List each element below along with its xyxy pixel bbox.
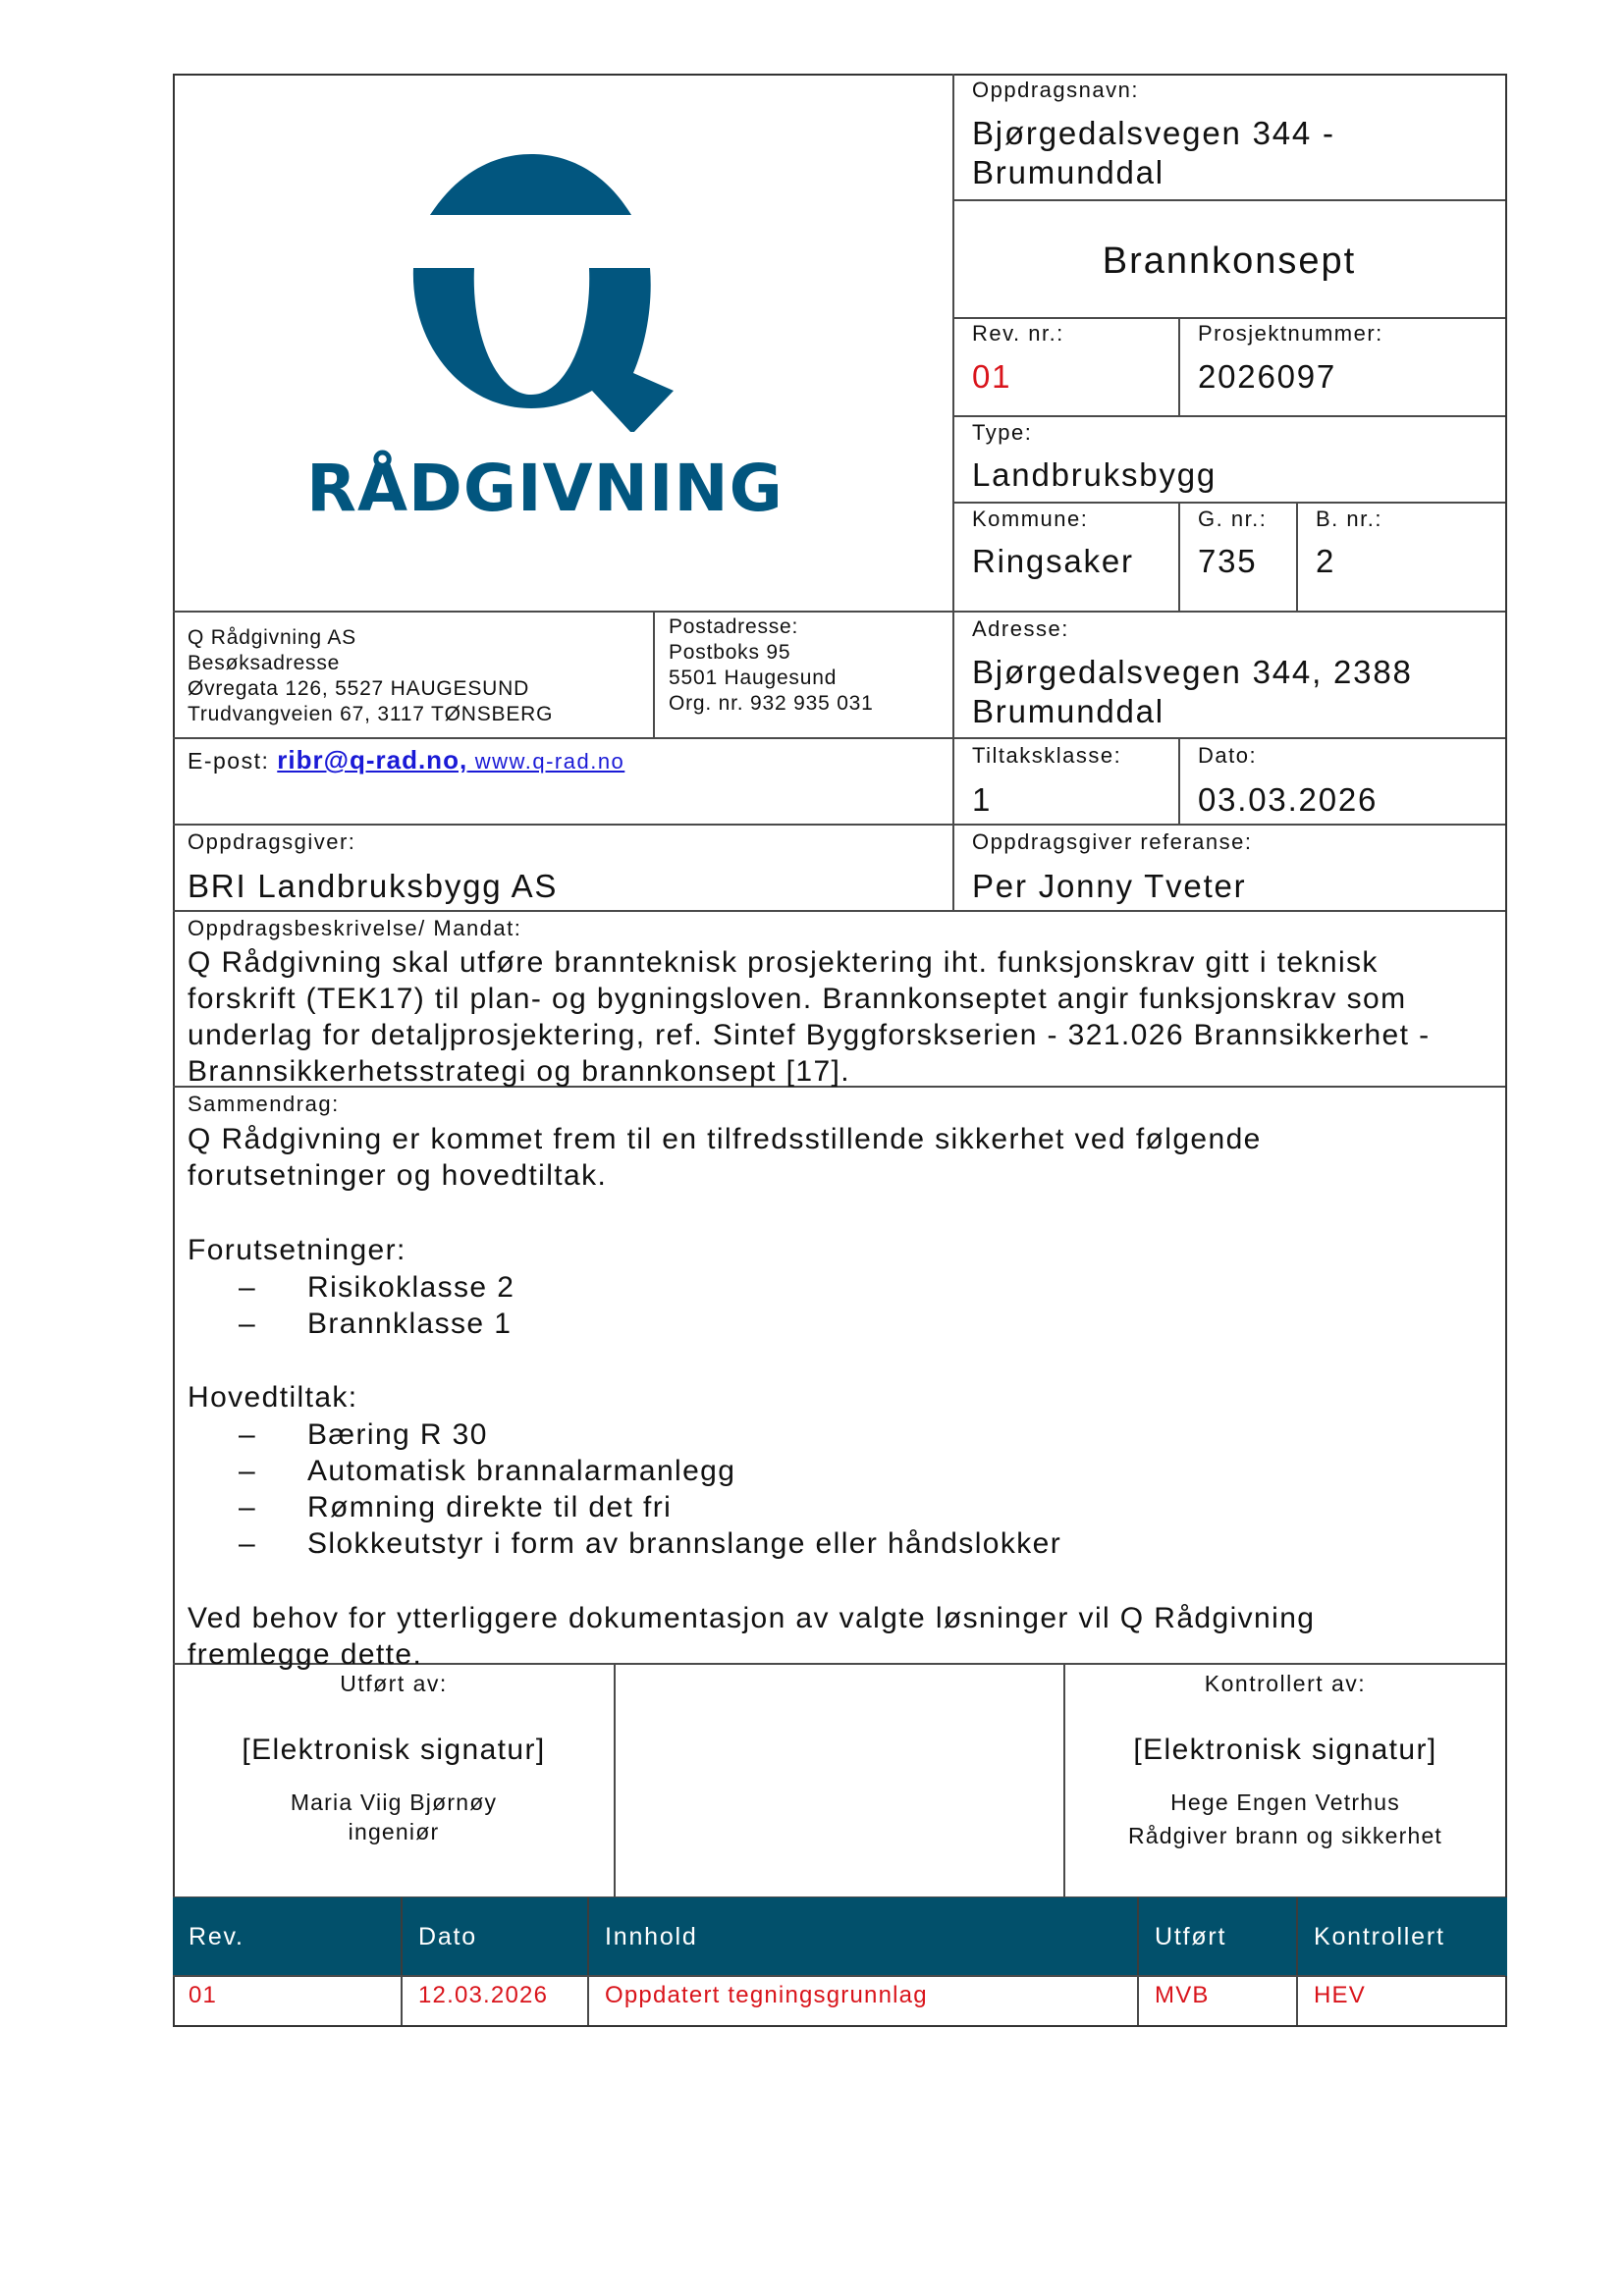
performed-title: ingeniør: [348, 1819, 440, 1844]
cell-date: 12.03.2026: [401, 1976, 587, 2025]
list-item: – Rømning direkte til det fri: [188, 1489, 1061, 1525]
dash-bullet-icon: –: [239, 1308, 257, 1340]
mandate-label: Oppdragsbeskrivelse/ Mandat:: [188, 916, 522, 940]
performed-name: Maria Viig Bjørnøy: [290, 1789, 498, 1815]
checked-title: Rådgiver brann og sikkerhet: [1127, 1823, 1443, 1848]
cell-performed: MVB: [1137, 1976, 1296, 2025]
divider: [1296, 502, 1298, 611]
company-name: Q Rådgivning AS: [188, 626, 356, 649]
divider: [1178, 317, 1180, 415]
dash-bullet-icon: –: [239, 1271, 257, 1304]
client-value: BRI Landbruksbygg AS: [188, 868, 559, 904]
divider: [953, 317, 1505, 319]
postal-city: 5501 Haugesund: [669, 667, 838, 689]
address-label: Adresse:: [972, 616, 1069, 641]
dash-bullet-icon: –: [239, 1455, 257, 1487]
visit-address-label: Besøksadresse: [188, 652, 341, 674]
bnr-label: B. nr.:: [1316, 507, 1382, 531]
list-item: – Bæring R 30: [188, 1416, 1061, 1453]
postal-address-block: [669, 614, 874, 717]
document-title: Brannkonsept: [1102, 240, 1357, 282]
divider: [173, 910, 1505, 912]
assumptions-title: Forutsetninger:: [188, 1234, 406, 1266]
type-label: Type:: [972, 420, 1033, 445]
assumptions-list: [188, 1269, 514, 1342]
checked-label: Kontrollert av:: [1204, 1671, 1367, 1696]
gnr-value: 735: [1198, 543, 1258, 579]
signature-performed: [173, 1669, 615, 1846]
postal-box: Postboks 95: [669, 641, 791, 664]
company-address-block: [188, 625, 553, 727]
checked-name: Hege Engen Vetrhus: [1170, 1789, 1400, 1815]
col-header-performed: Utført: [1137, 1897, 1296, 1976]
divider: [173, 737, 1505, 739]
company-logo: [295, 137, 844, 550]
website-link[interactable]: www.q-rad.no: [467, 749, 625, 774]
summary-intro: Q Rådgivning er kommet frem til en tilfredsstillende sikkerhet ved følgende forutsetninger og hovedtiltak.: [188, 1123, 1262, 1192]
address-line1: Bjørgedalsvegen 344, 2388: [972, 654, 1413, 690]
assignment-name-line1: Bjørgedalsvegen 344 -: [972, 115, 1335, 151]
list-item: – Automatisk brannalarmanlegg: [188, 1453, 1061, 1489]
assignment-name-line2: Brumunddal: [972, 154, 1164, 190]
col-header-date: Dato: [401, 1897, 587, 1976]
divider: [1178, 737, 1180, 824]
signature-checked: [1064, 1669, 1506, 1854]
address-line2: Brumunddal: [972, 693, 1164, 729]
col-header-checked: Kontrollert: [1296, 1897, 1507, 1976]
postal-label: Postadresse:: [669, 615, 799, 638]
date-label: Dato:: [1198, 743, 1258, 768]
divider: [173, 824, 1505, 826]
dash-bullet-icon: –: [239, 1418, 257, 1451]
municipality-value: Ringsaker: [972, 543, 1134, 579]
org-number: Org. nr. 932 935 031: [669, 692, 874, 715]
assignment-name-label: Oppdragsnavn:: [972, 78, 1139, 102]
date-value: 03.03.2026: [1198, 781, 1379, 818]
email-link[interactable]: ribr@q-rad.no,: [277, 745, 468, 774]
client-ref-value: Per Jonny Tveter: [972, 868, 1247, 904]
dash-bullet-icon: –: [239, 1491, 257, 1523]
col-header-rev: Rev.: [173, 1897, 401, 1976]
project-number-value: 2026097: [1198, 358, 1337, 395]
bnr-value: 2: [1316, 543, 1336, 579]
list-item: – Risikoklasse 2: [188, 1269, 514, 1306]
divider: [953, 199, 1505, 201]
col-header-content: Innhold: [587, 1897, 1137, 1976]
measures-list: [188, 1416, 1061, 1562]
performed-signature: [Elektronisk signatur]: [242, 1734, 546, 1766]
performed-label: Utført av:: [340, 1671, 448, 1696]
logo-wordmark: RÅDGIVNING: [306, 451, 784, 526]
client-ref-label: Oppdragsgiver referanse:: [972, 829, 1253, 854]
cell-rev: 01: [189, 1982, 218, 2008]
divider: [952, 74, 954, 910]
divider: [1178, 502, 1180, 611]
project-number-label: Prosjektnummer:: [1198, 321, 1383, 346]
contact-line: [188, 745, 624, 775]
divider: [653, 611, 655, 737]
cell-checked: HEV: [1296, 1976, 1505, 2025]
email-label: E-post:: [188, 748, 278, 774]
cell-content: Oppdatert tegningsgrunnlag: [587, 1976, 1137, 2025]
rev-value: 01: [972, 358, 1012, 395]
tiltaksklasse-label: Tiltaksklasse:: [972, 743, 1122, 768]
measures-title: Hovedtiltak:: [188, 1381, 358, 1414]
checked-signature: [Elektronisk signatur]: [1133, 1734, 1437, 1766]
summary-label: Sammendrag:: [188, 1092, 340, 1116]
visit-address-1: Øvregata 126, 5527 HAUGESUND: [188, 677, 530, 700]
gnr-label: G. nr.:: [1198, 507, 1268, 531]
summary-closing: Ved behov for ytterliggere dokumentasjon av valgte løsninger vil Q Rådgivning fremlegge dette.: [188, 1602, 1316, 1671]
divider: [953, 415, 1505, 417]
q-logo-icon: [295, 137, 844, 432]
divider: [173, 611, 1505, 613]
list-item: – Brannklasse 1: [188, 1306, 514, 1342]
type-value: Landbruksbygg: [972, 456, 1218, 493]
client-label: Oppdragsgiver:: [188, 829, 356, 854]
mandate-text: Q Rådgivning skal utføre brannteknisk prosjektering iht. funksjonskrav gitt i teknisk forskrift (TEK17) til plan- og bygningsloven. Brannkonseptet angir funksjonskrav som underlag for detaljprosjektering, ref. Sintef Byggforskserien - 321.026 Brannsikkerhet - Brannsikkerhetsstrategi og brannkonsept [17].: [188, 946, 1431, 1088]
list-item: – Slokkeutstyr i form av brannslange eller håndslokker: [188, 1525, 1061, 1562]
divider: [953, 502, 1505, 504]
tiltaksklasse-value: 1: [972, 781, 993, 818]
visit-address-2: Trudvangveien 67, 3117 TØNSBERG: [188, 703, 554, 725]
municipality-label: Kommune:: [972, 507, 1089, 531]
dash-bullet-icon: –: [239, 1527, 257, 1560]
rev-label: Rev. nr.:: [972, 321, 1064, 346]
